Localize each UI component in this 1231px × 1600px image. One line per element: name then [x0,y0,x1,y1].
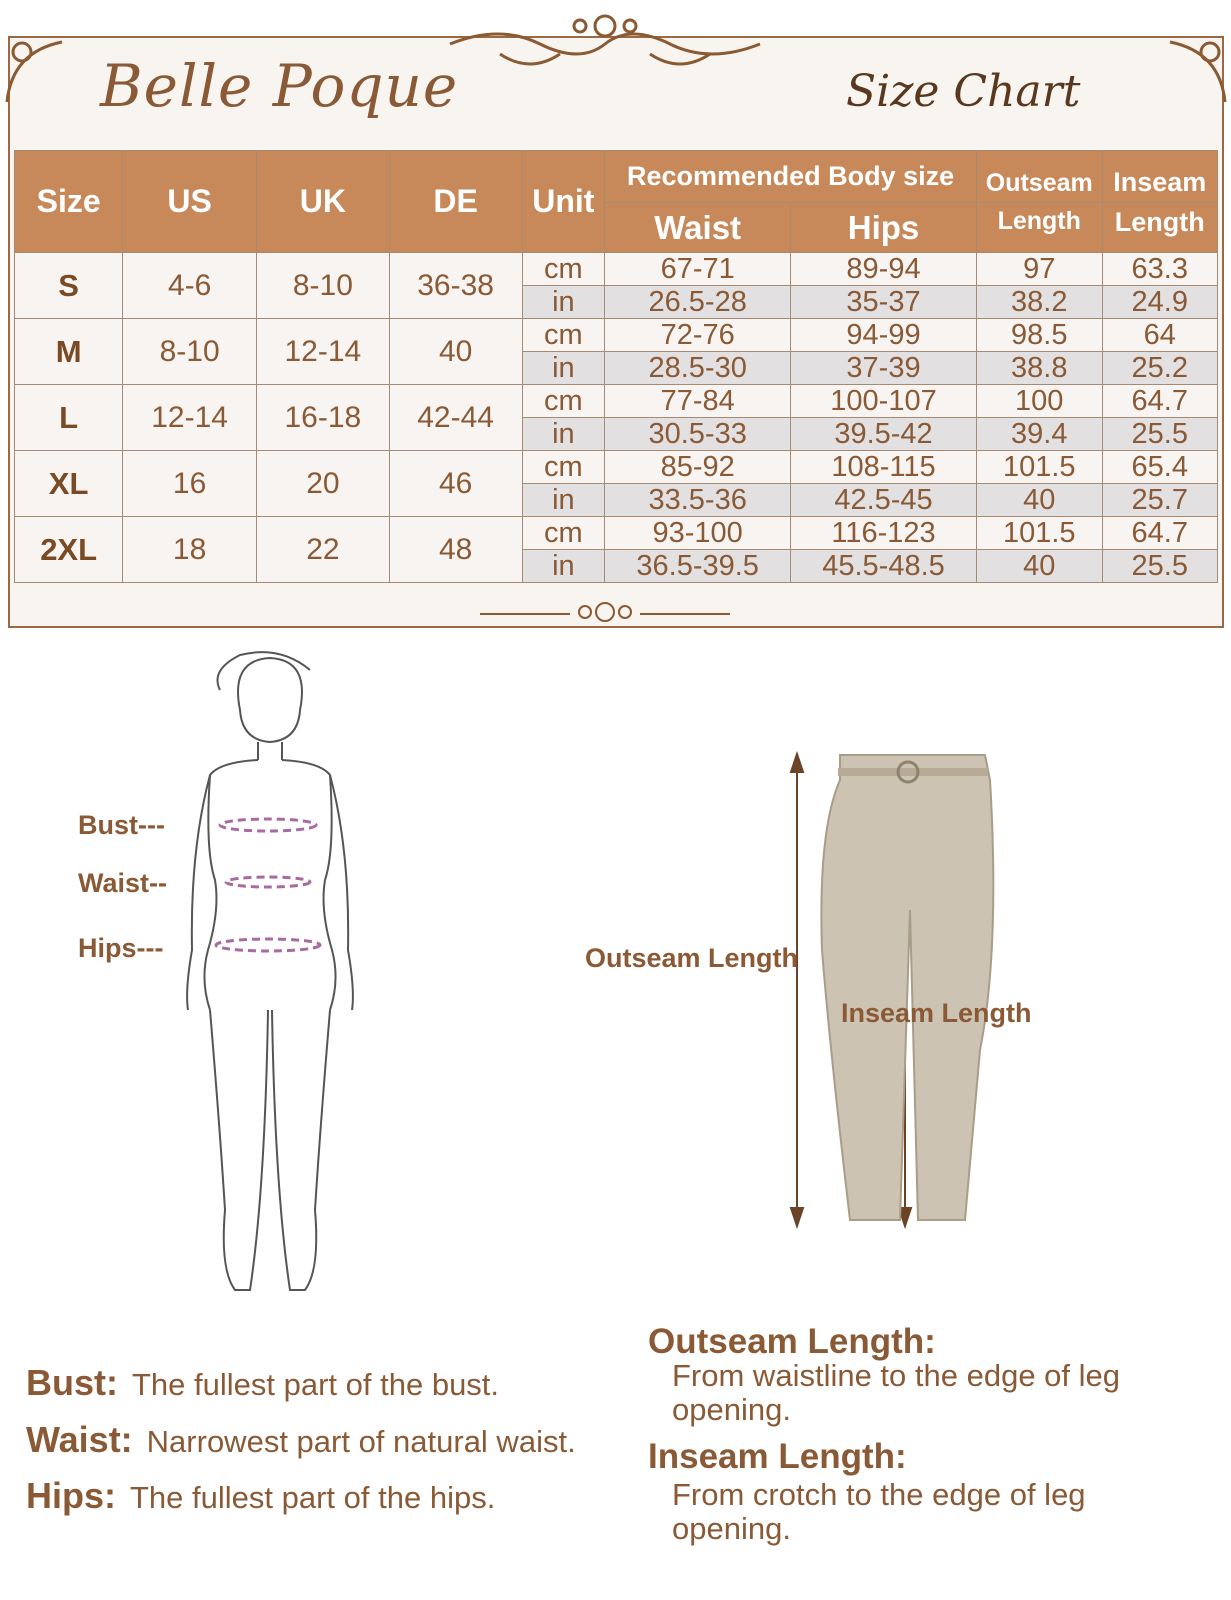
outseam-length-label: Outseam Length [585,943,799,973]
header-unit: Unit [522,151,605,253]
header-us: US [123,151,257,253]
hips-cell: 37-39 [791,352,977,385]
unit-cell: cm [522,253,605,286]
hips-cell: 35-37 [791,286,977,319]
waist-term: Waist: [26,1419,133,1460]
hips-label: Hips--- [78,933,164,963]
size-cell: M [15,319,123,385]
hips-cell: 116-123 [791,517,977,550]
unit-cell: cm [522,385,605,418]
hips-cell: 100-107 [791,385,977,418]
unit-cell: in [522,484,605,517]
outseam-cell: 40 [976,550,1102,583]
uk-cell: 12-14 [257,319,390,385]
de-cell: 36-38 [389,253,522,319]
de-cell: 42-44 [389,385,522,451]
top-ornament [440,4,770,74]
table-row [15,385,1218,418]
bust-label: Bust--- [78,810,165,840]
hips-term: Hips: [26,1475,116,1516]
size-cell: 2XL [15,517,123,583]
de-cell: 46 [389,451,522,517]
table-row [15,451,1218,484]
waist-cell: 77-84 [605,385,791,418]
bust-term: Bust: [26,1362,118,1403]
header-outseam-1: Outseam [976,151,1102,203]
us-cell: 18 [123,517,257,583]
header-inseam-2: Length [1102,203,1217,253]
outseam-cell: 98.5 [976,319,1102,352]
outseam-cell: 40 [976,484,1102,517]
table-row [15,253,1218,286]
pants-illustration [780,750,1020,1230]
outseam-cell: 39.4 [976,418,1102,451]
header-recommended: Recommended Body size [605,151,977,203]
inseam-cell: 64 [1102,319,1217,352]
waist-cell: 93-100 [605,517,791,550]
table-row [15,517,1218,550]
waist-label: Waist-- [78,868,167,898]
waist-cell: 30.5-33 [605,418,791,451]
uk-cell: 20 [257,451,390,517]
waist-definition [26,1419,576,1461]
de-cell: 48 [389,517,522,583]
hips-cell: 94-99 [791,319,977,352]
size-table [14,150,1218,583]
outseam-cell: 101.5 [976,517,1102,550]
inseam-text: From crotch to the edge of leg opening. [672,1477,1086,1546]
header-uk: UK [257,151,390,253]
header-de: DE [389,151,522,253]
inseam-cell: 63.3 [1102,253,1217,286]
inseam-cell: 25.2 [1102,352,1217,385]
size-cell: L [15,385,123,451]
outseam-cell: 101.5 [976,451,1102,484]
outseam-text: From waistline to the edge of leg opening. [672,1358,1121,1427]
outseam-term: Outseam Length: [648,1322,936,1361]
bottom-ornament [470,596,740,632]
brand-logo: Belle Poque [100,52,459,120]
unit-cell: in [522,418,605,451]
inseam-cell: 65.4 [1102,451,1217,484]
us-cell: 16 [123,451,257,517]
outseam-cell: 38.2 [976,286,1102,319]
hips-cell: 108-115 [791,451,977,484]
waist-cell: 36.5-39.5 [605,550,791,583]
us-cell: 12-14 [123,385,257,451]
hips-cell: 42.5-45 [791,484,977,517]
de-cell: 40 [389,319,522,385]
header-outseam-2: Length [976,203,1102,253]
corner-ornament-left [2,32,82,112]
inseam-cell: 24.9 [1102,286,1217,319]
inseam-cell: 64.7 [1102,385,1217,418]
waist-cell: 67-71 [605,253,791,286]
inseam-term: Inseam Length: [648,1437,907,1476]
outseam-cell: 38.8 [976,352,1102,385]
unit-cell: in [522,550,605,583]
uk-cell: 16-18 [257,385,390,451]
unit-cell: in [522,352,605,385]
waist-text: Narrowest part of natural waist. [146,1424,576,1459]
hips-definition [26,1475,495,1517]
inseam-cell: 64.7 [1102,517,1217,550]
outseam-cell: 100 [976,385,1102,418]
us-cell: 4-6 [123,253,257,319]
inseam-cell: 25.5 [1102,418,1217,451]
body-figure-illustration [180,650,360,1300]
waist-cell: 28.5-30 [605,352,791,385]
unit-cell: cm [522,319,605,352]
header-waist: Waist [605,203,791,253]
hips-cell: 45.5-48.5 [791,550,977,583]
waist-cell: 26.5-28 [605,286,791,319]
hips-text: The fullest part of the hips. [130,1480,496,1515]
unit-cell: in [522,286,605,319]
us-cell: 8-10 [123,319,257,385]
header-hips: Hips [791,203,977,253]
inseam-length-label: Inseam Length [841,998,1032,1028]
hips-cell: 89-94 [791,253,977,286]
hips-cell: 39.5-42 [791,418,977,451]
waist-cell: 85-92 [605,451,791,484]
inseam-cell: 25.5 [1102,550,1217,583]
inseam-cell: 25.7 [1102,484,1217,517]
size-cell: XL [15,451,123,517]
header-inseam-1: Inseam [1102,151,1217,203]
chart-title: Size Chart [846,66,1081,117]
header-size: Size [15,151,123,253]
waist-cell: 33.5-36 [605,484,791,517]
table-row [15,319,1218,352]
uk-cell: 8-10 [257,253,390,319]
corner-ornament-right [1150,32,1230,112]
bust-definition [26,1362,499,1404]
unit-cell: cm [522,517,605,550]
outseam-cell: 97 [976,253,1102,286]
waist-cell: 72-76 [605,319,791,352]
uk-cell: 22 [257,517,390,583]
unit-cell: cm [522,451,605,484]
bust-text: The fullest part of the bust. [132,1367,500,1402]
size-cell: S [15,253,123,319]
